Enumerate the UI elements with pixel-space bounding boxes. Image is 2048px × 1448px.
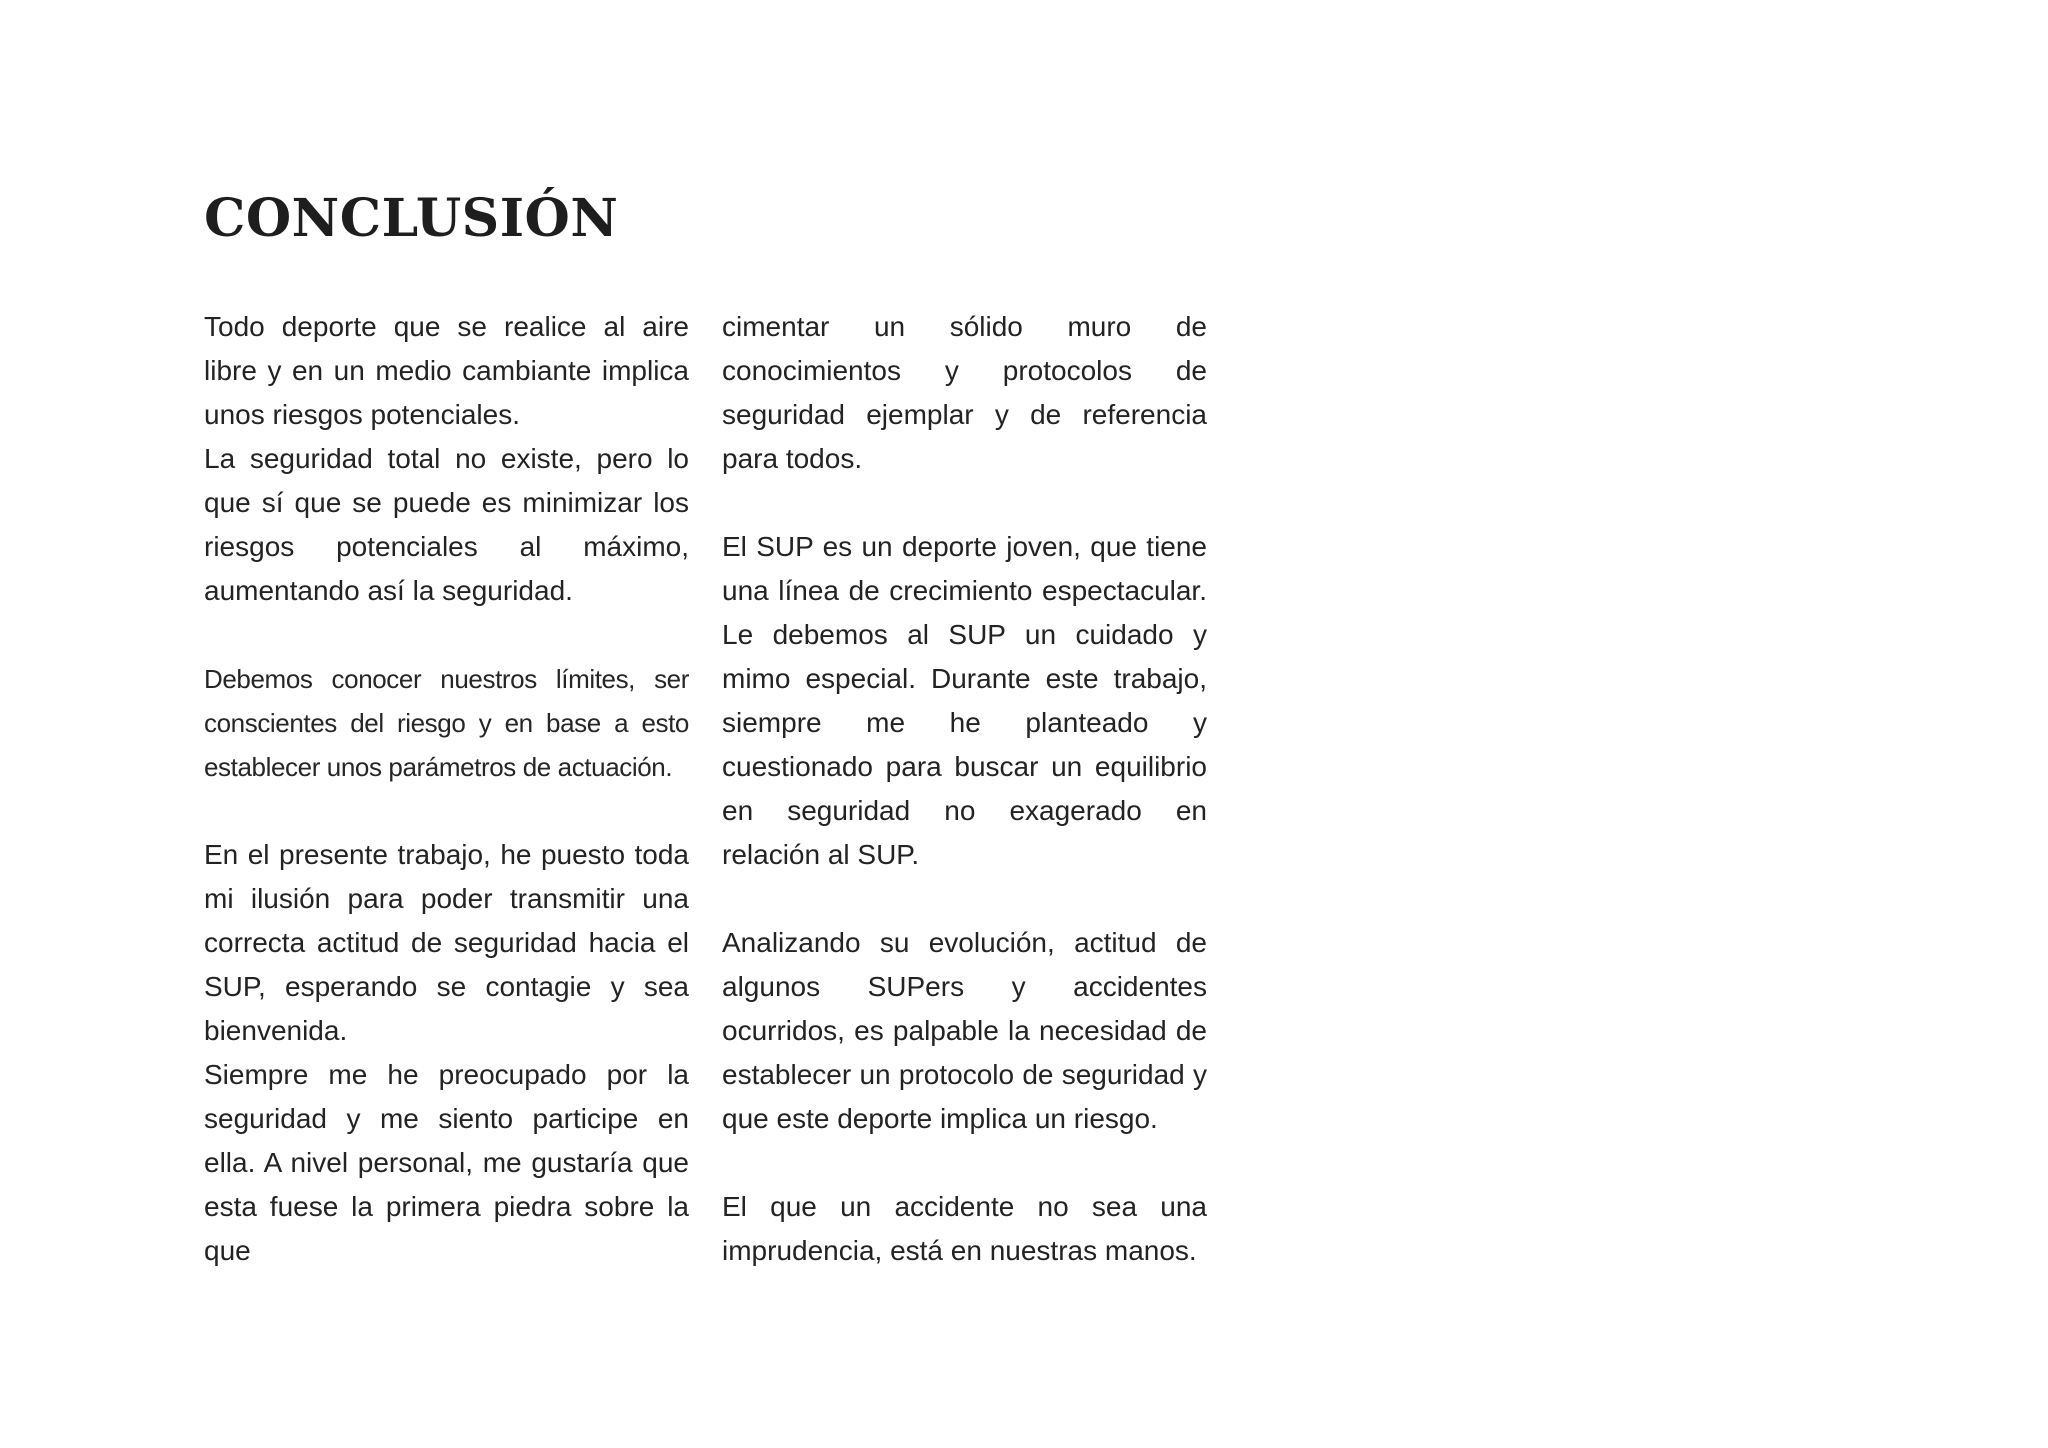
- paragraph-knowledge-wall: cimentar un sólido muro de conocimientos y protocolos de seguridad ejemplar y de referencia para todos.: [722, 311, 1207, 474]
- paragraph-evolution-analysis: Analizando su evolución, actitud de algunos SUPers y accidentes ocurridos, es palpable la necesidad de establecer un protocolo de seguridad y que este deporte implica un riesgo.: [722, 927, 1207, 1134]
- paragraph-total-safety: La seguridad total no existe, pero lo que sí que se puede es minimizar los riesgos potenciales al máximo, aumentando así la seguridad.: [204, 443, 689, 606]
- paragraph-present-work: En el presente trabajo, he puesto toda mi ilusión para poder transmitir una correcta actitud de seguridad hacia el SUP, esperando se contagie y sea bienvenida.: [204, 839, 689, 1046]
- left-text-column: [204, 305, 689, 1273]
- right-text-column: [722, 305, 1207, 1273]
- page-title: CONCLUSIÓN: [204, 188, 619, 249]
- paragraph-young-sport: El SUP es un deporte joven, que tiene una línea de crecimiento espectacular. Le debemos al SUP un cuidado y mimo especial. Durante este trabajo, siempre me he planteado y cuestionado para buscar un equilibrio en seguridad no exagerado en relación al SUP.: [722, 531, 1207, 870]
- paragraph-outdoor-risks: Todo deporte que se realice al aire libre y en un medio cambiante implica unos riesgos potenciales.: [204, 311, 689, 430]
- paragraph-know-limits: Debemos conocer nuestros límites, ser conscientes del riesgo y en base a esto establecer unos parámetros de actuación.: [204, 664, 689, 782]
- paragraph-in-our-hands: El que un accidente no sea una imprudencia, está en nuestras manos.: [722, 1191, 1207, 1266]
- paragraph-personal-concern: Siempre me he preocupado por la seguridad y me siento participe en ella. A nivel personal, me gustaría que esta fuese la primera piedra sobre la que: [204, 1059, 689, 1266]
